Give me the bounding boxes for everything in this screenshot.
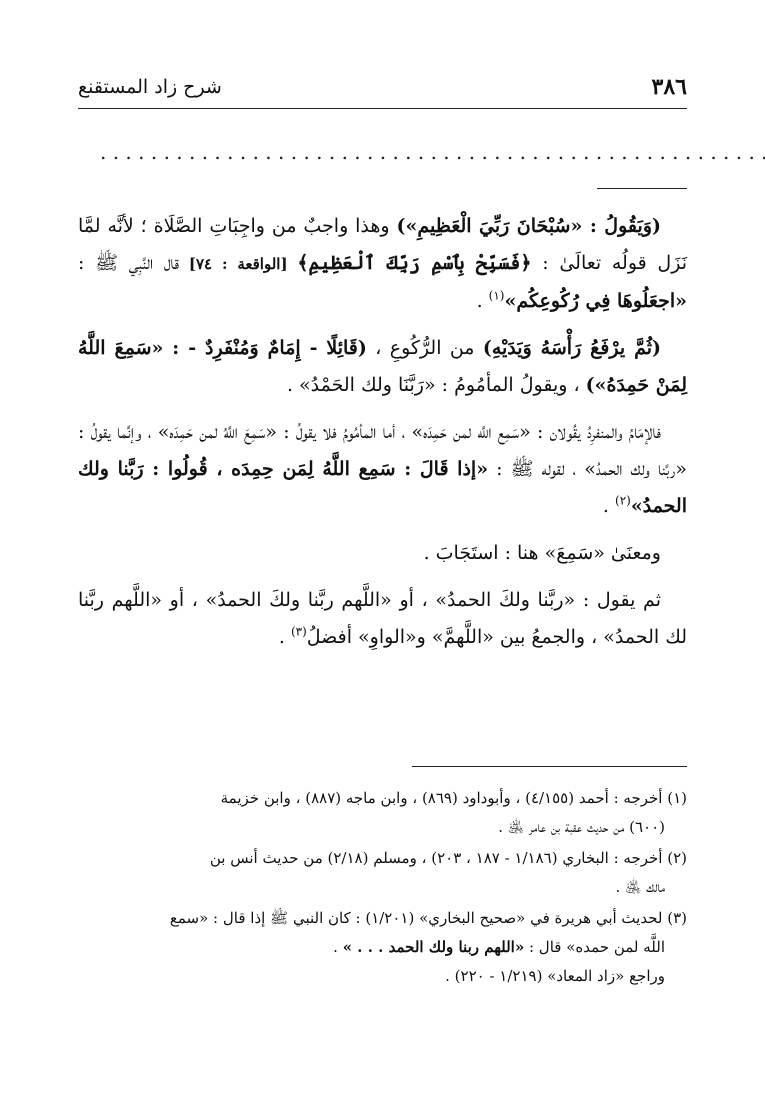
punctuation: . — [602, 495, 615, 517]
footnote-3 — [78, 904, 687, 991]
commentary-text: فالإمَامُ والمنفرِدُ يقُولان : «سَمِع اللَّه لمن حَمِدَه» ، أما المأمُومُ فلا يقولُ : «سَمِعَ اللَّهُ لمن حَمِدَه» ، وإنَّما يقولُ : «ربَّنا ولك الحمدُ» ، لقوله ﷺ : — [78, 421, 687, 480]
ellipsis-dots-divider — [100, 140, 765, 164]
matn-text: (ثُمَّ يرْفَعُ رَأْسَهُ وَيَدَيْهِ) — [482, 337, 661, 359]
hadith-text: «اللهم ربنا ولك الحمد . . . » — [342, 938, 525, 956]
footnote-line — [78, 933, 687, 962]
paragraph-dhikr — [78, 582, 687, 656]
footnote-line: (٢) أخرجه : البخاري (١/١٨٦ - ١٨٧ ، ٢٠٣) ، ومسلم (٢/١٨) من حديث أنس بن — [209, 849, 687, 867]
commentary-text: ثم يقول : «ربَّنا ولكَ الحمدُ» ، أو «اللَّهم ربَّنا ولكَ الحمدُ» ، أو «اللَّهم ربَّنا لك الحمدُ» ، والجمعُ بين «اللَّهمَّ» و«الواوِ» أفضلُ — [78, 589, 687, 648]
commentary-text: ، ويقولُ المأمُومُ : «رَبَّنَا ولك الحَمْدُ» . — [286, 374, 586, 396]
footnote-line: (١) أخرجه : أحمد (٤/١٥٥) ، وأبوداود (٨٦٩) ، وابن ماجه (٨٨٧) ، وابن خزيمة — [220, 789, 687, 807]
section-rule — [597, 188, 687, 189]
footnote-marker[interactable]: (١) — [488, 288, 505, 303]
paragraph-ruku — [78, 208, 687, 320]
matn-text: (وَيَقُولُ : «سُبْحَانَ رَبِّيَ الْعَظِيمِ») — [396, 215, 661, 237]
footnote-1 — [78, 784, 687, 842]
running-title: شرح زاد المستقنع — [78, 76, 222, 98]
header-rule — [78, 108, 687, 109]
page-number: ٣٨٦ — [651, 74, 687, 100]
commentary-text: قال النَّبِي ﷺ : — [78, 252, 180, 274]
punctuation: . — [278, 626, 291, 648]
quran-verse: ﴿فَسَبِّحْ بِٱسْمِ رَبِّكَ ٱلْعَظِيمِ﴾ — [297, 252, 532, 274]
paragraph-imam — [78, 414, 687, 525]
footnote-rule — [412, 766, 687, 767]
footnote-marker[interactable]: (٣) — [290, 624, 307, 639]
paragraph-meaning: ومعنَىٰ «سَمِعَ» هنا : استَجَابَ . — [423, 542, 661, 564]
matn-text: (قَائِلًا - إِمَامٌ وَمُنْفَرِدٌ - : «سَمِعَ اللَّهُ لِمَنْ حَمِدَهُ») — [78, 337, 687, 396]
footnote-text: اللَّه لمن حمده» قال : — [524, 938, 665, 956]
main-text — [78, 208, 687, 666]
punctuation: . — [333, 938, 343, 956]
footnote-marker[interactable]: (٢) — [615, 493, 631, 508]
footnote-2 — [78, 844, 687, 902]
punctuation: . — [476, 290, 489, 312]
hadith-text: «إذا قَالَ : سَمِع اللَّهُ لِمَن حِمِدَه ، قُولُوا : رَبَّنا ولك الحمدُ» — [78, 458, 687, 517]
commentary-text: من الرُّكُوعِ ، — [366, 337, 483, 359]
footnote-line: (٣) لحديث أبي هريرة في «صحيح البخاري» (١/٢٠١) : كان النبي ﷺ إذا قال : «سمع — [169, 909, 687, 927]
footnote-line: مالك ﵁ . — [615, 878, 665, 896]
page-header — [78, 74, 687, 106]
verse-reference: [الواقعة : ٧٤] — [179, 255, 298, 273]
paragraph-rising — [78, 330, 687, 404]
footnote-line: (٦٠٠) من حديث عقبة بن عامر ﵁ . — [498, 818, 665, 836]
footnotes — [78, 784, 687, 993]
commentary-text: وهذا واجبٌ من واجِبَاتِ الصَّلَاة ؛ لأنَّه لمَّا نَزَل قولُه تعالَىٰ : — [78, 215, 687, 274]
footnote-line: وراجع «زاد المعاد» (١/٢١٩ - ٢٢٠) . — [445, 967, 665, 985]
hadith-text: «اجعَلُوهَا فِي رُكُوعِكُم» — [504, 290, 687, 312]
